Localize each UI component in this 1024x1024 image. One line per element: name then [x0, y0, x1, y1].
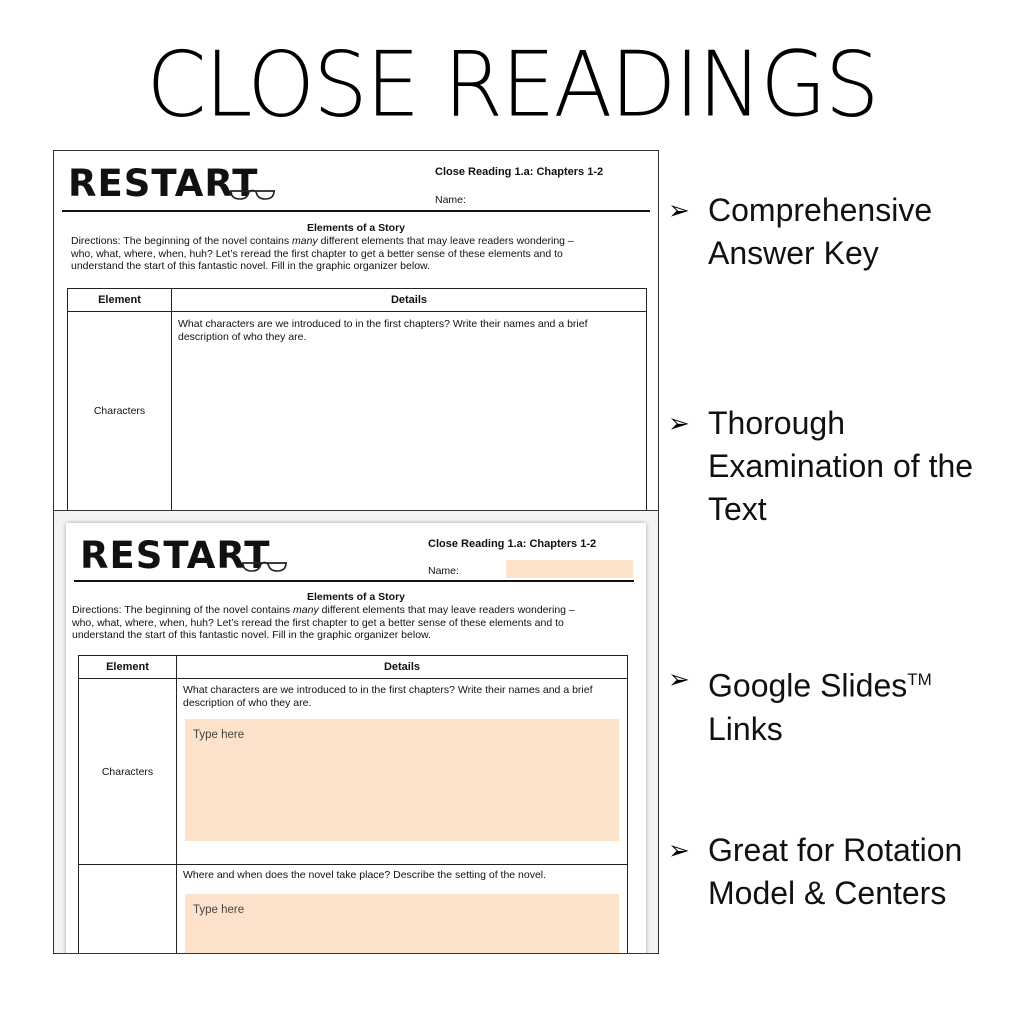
name-label: Name: — [435, 194, 466, 206]
logo-text: RESTART — [80, 534, 271, 577]
row-divider — [79, 864, 627, 865]
worksheet-preview-slides — [53, 510, 659, 954]
answer-placeholder: Type here — [193, 904, 245, 916]
answer-box-characters[interactable] — [185, 719, 619, 841]
logo-text: RESTART — [68, 162, 259, 205]
row-label-characters: Characters — [101, 766, 154, 778]
arrowhead-bullet-icon: ➢ — [668, 408, 690, 438]
question-characters: What characters are we introduced to in the first chapters? Write their names and a brief description of who they are. — [178, 318, 588, 343]
glasses-icon — [242, 559, 288, 573]
answer-box-setting[interactable] — [185, 894, 619, 954]
arrowhead-bullet-icon: ➢ — [668, 835, 690, 865]
page-title: CLOSE READINGS — [146, 32, 878, 138]
column-header-details: Details — [390, 294, 428, 306]
column-header-details: Details — [383, 661, 421, 673]
column-header-element: Element — [106, 661, 149, 673]
arrowhead-bullet-icon: ➢ — [668, 664, 690, 694]
question-characters: What characters are we introduced to in the first chapters? Write their names and a brief description of who they are. — [183, 684, 593, 709]
directions: Directions: The beginning of the novel contains many different elements that may leave readers wondering – who, what, where, when, huh? Let’s reread the first chapter to get a better sense of these elements and to understand the start of this fantastic novel. Fill in the graphic organizer below. — [71, 235, 574, 272]
organizer-table — [78, 655, 628, 954]
organizer-table — [67, 288, 647, 512]
slide-page — [66, 523, 646, 954]
worksheet-heading: Close Reading 1.a: Chapters 1-2 — [435, 166, 604, 178]
name-label: Name: — [428, 565, 459, 577]
feature-text: Comprehensive Answer Key — [708, 192, 933, 271]
question-setting: Where and when does the novel take place? Describe the setting of the novel. — [183, 869, 547, 881]
row-label-characters: Characters — [93, 405, 146, 417]
restart-logo — [80, 534, 271, 577]
section-title: Elements of a Story — [306, 222, 406, 234]
header-rule — [62, 210, 650, 212]
name-input[interactable] — [506, 560, 633, 578]
header-divider — [68, 311, 646, 312]
worksheet-preview-pdf — [53, 150, 659, 512]
feature-text: Great for Rotation Model & Centers — [708, 832, 963, 911]
worksheet-heading: Close Reading 1.a: Chapters 1-2 — [428, 538, 597, 550]
answer-placeholder: Type here — [193, 729, 245, 741]
column-divider — [171, 289, 172, 512]
column-header-element: Element — [98, 294, 141, 306]
glasses-icon — [230, 187, 276, 201]
arrowhead-bullet-icon: ➢ — [668, 195, 690, 225]
section-title: Elements of a Story — [306, 591, 406, 603]
restart-logo — [68, 162, 259, 205]
feature-text: Google Slides™ Links — [708, 667, 932, 747]
header-rule — [74, 580, 634, 582]
feature-text: Thorough Examination of the Text — [708, 405, 974, 527]
directions: Directions: The beginning of the novel contains many different elements that may leave readers wondering – who, what, where, when, huh? Let’s reread the first chapter to get a better sense of these elements and to understand the start of this fantastic novel. Fill in the graphic organizer below. — [72, 604, 575, 641]
header-divider — [79, 678, 627, 679]
column-divider — [176, 656, 177, 954]
